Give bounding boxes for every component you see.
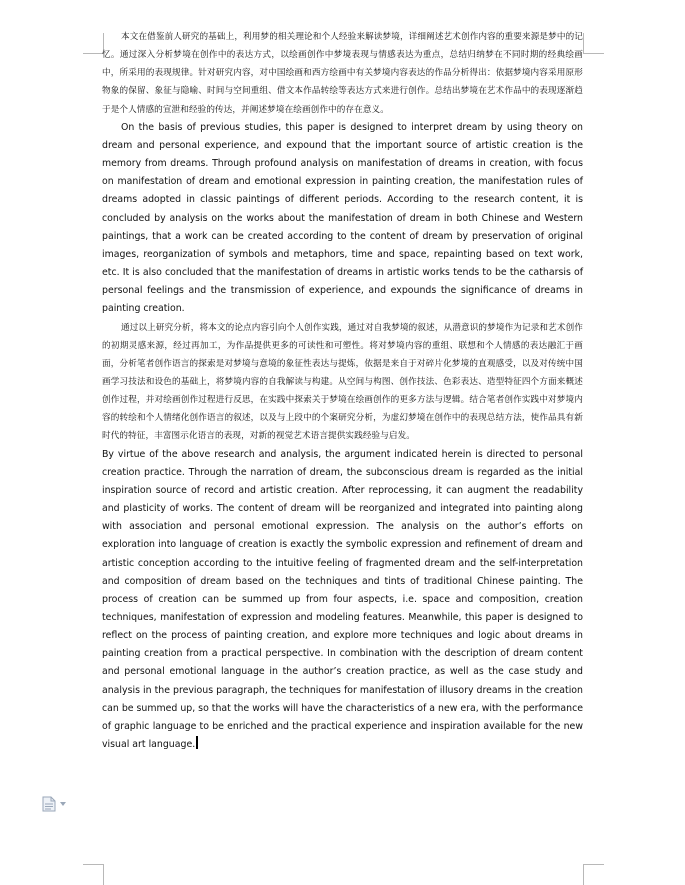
caret-down-icon: [60, 802, 66, 806]
abstract-english-paragraph-1: On the basis of previous studies, this paper is designed to interpret dream by using theory on dream and personal experience, and expound that the important source of artistic creation is the memory from dreams. Through profound analysis on manifestation of dreams in creation, with focus on manifestation of dream and emotional expression in painting creation, the manifestation rules of dreams adopted in classic paintings of different periods. According to the research content, it is concluded by analysis on the works about the manifestation of dream in both Chinese and Western paintings, that a work can be created according to the content of dream by preservation of original images, reorganization of symbols and metaphors, time and space, repainting based on text work, etc. It is also concluded that the manifestation of dreams in artistic works tends to be the catharsis of personal feelings and the transmission of experience, and expounds the significance of dreams in painting creation.: [102, 121, 583, 315]
margin-mark-bottom-right: [583, 864, 604, 885]
text-cursor: [196, 736, 198, 749]
abstract-english-paragraph-2: [102, 446, 583, 755]
margin-mark-top-right: [583, 33, 604, 54]
paragraph-text: By virtue of the above research and analysis, the argument indicated herein is directed to personal creation practice. Through the narration of dream, the subconscious dream is regarded as the initial inspiration source of record and artistic creation. After reprocessing, it can augment the readability and plasticity of works. The content of dream will be reorganized and integrated into painting along with association and personal emotional expression. The analysis on the author’s efforts on exploration into language of creation is exactly the symbolic expression and refinement of dream and artistic conception according to the intuitive feeling of fragmented dream and the self-interpretation and composition of dream based on the techniques and tints of traditional Chinese painting. The process of creation can be summed up from four aspects, i.e. space and composition, creation techniques, manifestation of expression and modeling features. Meanwhile, this paper is designed to reflect on the process of painting creation, and explore more techniques and logic about dreams in painting creation from a practical perspective. In combination with the description of dream content and personal emotional language in the author’s creation practice, as well as the case study and analysis in the previous paragraph, the techniques for manifestation of illusory dreams in the creation can be summed up, so that the works will have the characteristics of a new era, with the performance of graphic language to be enriched and the practical experience and inspiration available for the new visual art language.: [102, 448, 583, 751]
abstract-chinese-paragraph-2: 通过以上研究分析，将本文的论点内容引向个人创作实践，通过对自我梦境的叙述，从潜意识的梦境作为记录和艺术创作的初期灵感来源，经过再加工，为作品提供更多的可读性和可塑性。将对梦境内容的重组、联想和个人情感的表达融汇于画面，分析笔者创作语言的探索是对梦境与意境的象征性表达与提炼，依据是来自于对碎片化梦境的直观感受，以及对传统中国画学习技法和设色的基础上，将梦境内容的自我解读与构建。从空间与构图、创作技法、色彩表达、造型特征四个方面来概述创作过程，并对绘画创作过程进行反思，在实践中探索关于梦境在绘画创作的更多方法与逻辑。结合笔者创作实践中对梦境内容的转绘和个人情绪化创作语言的叙述，以及与上段中的个案研究分析，为虚幻梦境在创作中的表现总结方法，使作品具有新时代的特征，丰富图示化语言的表现，对新的视觉艺术语言提供实践经验与启发。: [102, 322, 583, 442]
margin-mark-bottom-left: [83, 864, 104, 885]
margin-mark-top-left: [83, 33, 104, 54]
abstract-chinese-paragraph-1: 本文在借鉴前人研究的基础上，利用梦的相关理论和个人经验来解读梦境，详细阐述艺术创作内容的重要来源是梦中的记忆。通过深入分析梦境在创作中的表达方式，以绘画创作中梦境表现与情感表达为重点，总结归纳梦在不同时期的经典绘画中，所采用的表现规律。针对研究内容，对中国绘画和西方绘画中有关梦境内容表达的作品分析得出：依据梦境内容采用原形物象的保留、象征与隐喻、时间与空间重组、借文本作品转绘等表达方式来进行创作。总结出梦境在艺术作品中的表现逐渐趋于是个人情感的宣泄和经验的传达，并阐述梦境在绘画创作中的存在意义。: [102, 32, 583, 115]
document-body[interactable]: [102, 28, 583, 754]
document-icon: [42, 796, 56, 812]
paragraph-options-button[interactable]: [42, 796, 68, 812]
